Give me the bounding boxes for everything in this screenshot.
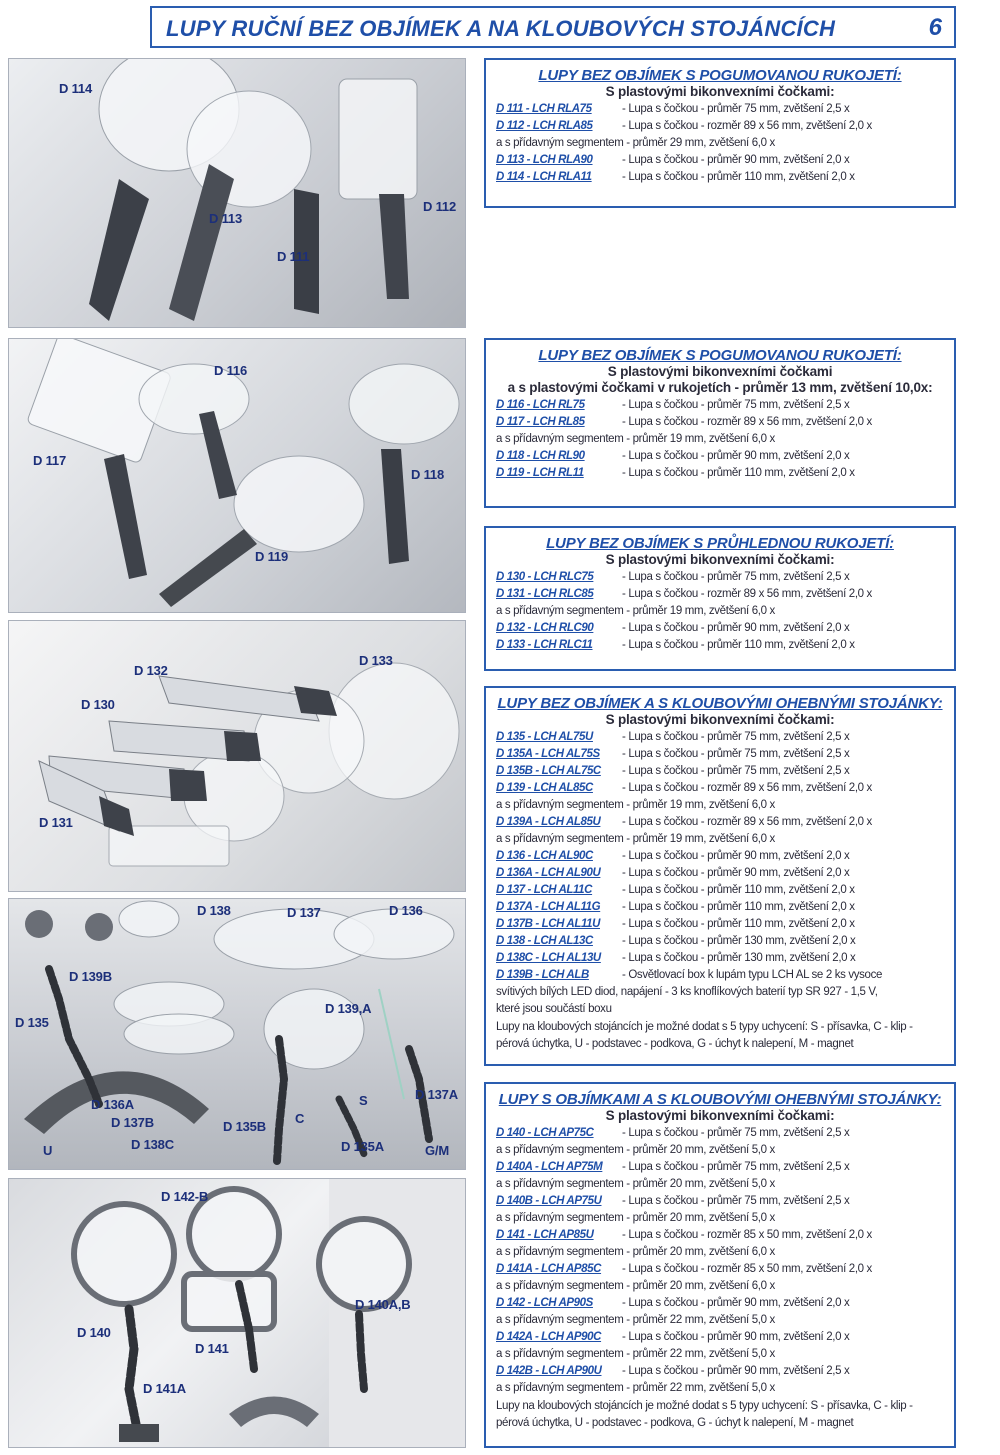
photo-label: D 118 (411, 467, 444, 482)
photo-label: D 130 (81, 697, 115, 712)
product-code: D 135A - LCH AL75S (496, 748, 600, 760)
product-row (496, 1363, 954, 1380)
product-description: - Lupa s čočkou - průměr 110 mm, zvětšení 2,0 x (622, 639, 855, 651)
product-row (496, 169, 954, 186)
product-row (496, 746, 954, 763)
product-row (496, 397, 954, 414)
product-row (496, 848, 954, 865)
product-row (496, 899, 954, 916)
product-row (496, 1261, 954, 1278)
product-description: a s přídavným segmentem - průměr 20 mm, zvětšení 6,0 x (496, 1246, 775, 1258)
product-description: a s přídavným segmentem - průměr 20 mm, zvětšení 5,0 x (496, 1178, 775, 1190)
photo-label: D 137A (415, 1087, 458, 1102)
product-description: které jsou součástí boxu (496, 1003, 612, 1015)
product-row (496, 1210, 954, 1227)
product-description: - Lupa s čočkou - průměr 75 mm, zvětšení 2,5 x (622, 1161, 850, 1173)
product-row (496, 729, 954, 746)
product-row (496, 135, 954, 152)
product-photo-3 (8, 620, 466, 892)
photo-label: D 135A (341, 1139, 384, 1154)
mounting-note: Lupy na kloubových stojáncích je možné dodat s 5 typy uchycení: S - přísavka, C - klip - pérová úchytka, U - podstavec - podkova, G - úchyt k nalepení, M - magnet (496, 1021, 913, 1050)
product-code: D 113 - LCH RLA90 (496, 154, 593, 166)
product-description: - Lupa s čočkou - rozměr 85 x 50 mm, zvětšení 2,0 x (622, 1263, 872, 1275)
product-description: - Lupa s čočkou - průměr 90 mm, zvětšení 2,0 x (622, 1297, 850, 1309)
photo-label: D 133 (359, 653, 393, 668)
product-row (496, 448, 954, 465)
product-row (496, 814, 954, 831)
product-photo-4 (8, 898, 466, 1170)
product-row (496, 967, 954, 984)
product-row (496, 1227, 954, 1244)
product-description: - Lupa s čočkou - průměr 90 mm, zvětšení 2,0 x (622, 850, 850, 862)
product-description: a s přídavným segmentem - průměr 29 mm, zvětšení 6,0 x (496, 137, 775, 149)
product-row (496, 414, 954, 431)
product-description: a s přídavným segmentem - průměr 20 mm, zvětšení 6,0 x (496, 1280, 775, 1292)
product-description: a s přídavným segmentem - průměr 22 mm, zvětšení 5,0 x (496, 1382, 775, 1394)
product-row (496, 603, 954, 620)
product-row (496, 620, 954, 637)
product-row (496, 865, 954, 882)
product-description: a s přídavným segmentem - průměr 20 mm, zvětšení 5,0 x (496, 1144, 775, 1156)
product-description: - Lupa s čočkou - průměr 75 mm, zvětšení 2,5 x (622, 1195, 850, 1207)
section-box (484, 686, 956, 1066)
product-description: a s přídavným segmentem - průměr 19 mm, zvětšení 6,0 x (496, 605, 775, 617)
product-list (496, 729, 954, 1018)
product-row (496, 152, 954, 169)
product-row (496, 831, 954, 848)
page-number: 6 (928, 14, 942, 41)
product-row (496, 1125, 954, 1142)
product-description: - Lupa s čočkou - průměr 130 mm, zvětšení 2,0 x (622, 935, 856, 947)
photo-label: S (359, 1093, 368, 1108)
page-title: LUPY RUČNÍ BEZ OBJÍMEK A NA KLOUBOVÝCH STOJÁNCÍCH (166, 16, 836, 41)
product-description: a s přídavným segmentem - průměr 19 mm, zvětšení 6,0 x (496, 833, 775, 845)
photo-label: D 119 (255, 549, 288, 564)
product-description: - Osvětlovací box k lupám typu LCH AL se 2 ks vysoce (622, 969, 883, 981)
section-subheading: S plastovými bikonvexními čočkami: (605, 84, 835, 99)
mounting-note: Lupy na kloubových stojáncích je možné dodat s 5 typy uchycení: S - přísavka, C - klip - pérová úchytka, U - podstavec - podkova, G - úchyt k nalepení, M - magnet (496, 1400, 913, 1429)
photo-label: D 140A,B (355, 1297, 411, 1312)
section-box (484, 1082, 956, 1448)
product-row (496, 984, 954, 1001)
product-row (496, 637, 954, 654)
product-description: - Lupa s čočkou - rozměr 89 x 56 mm, zvětšení 2,0 x (622, 782, 872, 794)
product-description: a s přídavným segmentem - průměr 19 mm, zvětšení 6,0 x (496, 433, 775, 445)
product-row (496, 1346, 954, 1363)
photo-label: D 116 (214, 363, 247, 378)
page-header (150, 6, 956, 48)
product-description: - Lupa s čočkou - průměr 110 mm, zvětšení 2,0 x (622, 467, 855, 479)
product-code: D 114 - LCH RLA11 (496, 171, 592, 183)
product-row (496, 1176, 954, 1193)
product-description: - Lupa s čočkou - průměr 90 mm, zvětšení 2,0 x (622, 1331, 850, 1343)
product-row (496, 1329, 954, 1346)
product-photo-5 (8, 1178, 466, 1448)
photo-label: D 141A (143, 1381, 186, 1396)
product-row (496, 933, 954, 950)
product-row (496, 586, 954, 603)
photo-label: D 137 (287, 905, 321, 920)
product-description: - Lupa s čočkou - průměr 90 mm, zvětšení 2,5 x (622, 1365, 850, 1377)
section-heading: LUPY S OBJÍMKAMI A S KLOUBOVÝMI OHEBNÝMI STOJÁNKY: (498, 1091, 942, 1108)
photo-label: D 142-B (161, 1189, 209, 1204)
product-row (496, 1193, 954, 1210)
section-subheading: S plastovými bikonvexními čočkami: (605, 1108, 835, 1123)
product-code: D 116 - LCH RL75 (496, 399, 585, 411)
product-code: D 135B - LCH AL75C (496, 765, 601, 777)
product-code: D 137A - LCH AL11G (496, 901, 601, 913)
section-box (484, 338, 956, 508)
product-description: a s přídavným segmentem - průměr 22 mm, zvětšení 5,0 x (496, 1348, 775, 1360)
product-row (496, 1295, 954, 1312)
product-code: D 137B - LCH AL11U (496, 918, 600, 930)
product-code: D 131 - LCH RLC85 (496, 588, 594, 600)
product-description: - Lupa s čočkou - průměr 90 mm, zvětšení 2,0 x (622, 867, 850, 879)
photo-label: U (43, 1143, 53, 1158)
product-photo-1 (8, 58, 466, 328)
product-description: - Lupa s čočkou - průměr 75 mm, zvětšení 2,5 x (622, 748, 850, 760)
product-photo-2 (8, 338, 466, 613)
photo-label: D 136A (91, 1097, 134, 1112)
product-code: D 141 - LCH AP85U (496, 1229, 594, 1241)
photo-label: D 138 (197, 903, 231, 918)
product-code: D 142A - LCH AP90C (496, 1331, 602, 1343)
product-description: - Lupa s čočkou - rozměr 85 x 50 mm, zvětšení 2,0 x (622, 1229, 872, 1241)
magnifier-illustration (9, 621, 466, 892)
product-row (496, 1001, 954, 1018)
product-description: - Lupa s čočkou - rozměr 89 x 56 mm, zvětšení 2,0 x (622, 120, 872, 132)
photo-label: D 137B (111, 1115, 154, 1130)
section-box (484, 58, 956, 208)
product-row (496, 763, 954, 780)
product-code: D 140B - LCH AP75U (496, 1195, 602, 1207)
product-code: D 139 - LCH AL85C (496, 782, 593, 794)
product-description: - Lupa s čočkou - průměr 90 mm, zvětšení 2,0 x (622, 154, 850, 166)
product-row (496, 465, 954, 482)
product-description: a s přídavným segmentem - průměr 22 mm, zvětšení 5,0 x (496, 1314, 775, 1326)
product-code: D 112 - LCH RLA85 (496, 120, 593, 132)
product-description: - Lupa s čočkou - průměr 75 mm, zvětšení 2,5 x (622, 765, 850, 777)
product-code: D 139B - LCH ALB (496, 969, 589, 981)
product-list (496, 569, 954, 654)
section-subheading: S plastovými bikonvexními čočkami (607, 364, 833, 379)
product-description: - Lupa s čočkou - průměr 110 mm, zvětšení 2,0 x (622, 918, 855, 930)
photo-label: D 135 (15, 1015, 49, 1030)
product-code: D 141A - LCH AP85C (496, 1263, 602, 1275)
section-subheading: S plastovými bikonvexními čočkami: (605, 712, 835, 727)
photo-label: D 131 (39, 815, 73, 830)
product-code: D 142B - LCH AP90U (496, 1365, 602, 1377)
section-heading: LUPY BEZ OBJÍMEK S POGUMOVANOU RUKOJETÍ: (538, 67, 902, 84)
photo-label: D 114 (59, 81, 92, 96)
product-code: D 142 - LCH AP90S (496, 1297, 593, 1309)
product-description: - Lupa s čočkou - rozměr 89 x 56 mm, zvětšení 2,0 x (622, 816, 872, 828)
product-row (496, 882, 954, 899)
product-list (496, 1125, 954, 1397)
product-description: - Lupa s čočkou - průměr 75 mm, zvětšení 2,5 x (622, 731, 850, 743)
product-description: - Lupa s čočkou - průměr 75 mm, zvětšení 2,5 x (622, 571, 850, 583)
product-description: - Lupa s čočkou - průměr 75 mm, zvětšení 2,5 x (622, 103, 850, 115)
product-code: D 118 - LCH RL90 (496, 450, 585, 462)
product-row (496, 101, 954, 118)
product-description: - Lupa s čočkou - průměr 110 mm, zvětšení 2,0 x (622, 884, 855, 896)
product-code: D 137 - LCH AL11C (496, 884, 593, 896)
product-description: - Lupa s čočkou - průměr 110 mm, zvětšení 2,0 x (622, 901, 855, 913)
product-row (496, 780, 954, 797)
product-code: D 138C - LCH AL13U (496, 952, 601, 964)
photo-label: D 112 (423, 199, 456, 214)
photo-label: D 138C (131, 1137, 174, 1152)
product-row (496, 797, 954, 814)
product-row (496, 1159, 954, 1176)
product-row (496, 431, 954, 448)
product-code: D 130 - LCH RLC75 (496, 571, 594, 583)
product-row (496, 1278, 954, 1295)
product-description: - Lupa s čočkou - průměr 90 mm, zvětšení 2,0 x (622, 622, 850, 634)
photo-label: D 139,A (325, 1001, 372, 1016)
photo-label: D 136 (389, 903, 423, 918)
product-code: D 111 - LCH RLA75 (496, 103, 592, 115)
product-code: D 135 - LCH AL75U (496, 731, 593, 743)
product-code: D 138 - LCH AL13C (496, 935, 593, 947)
product-row (496, 118, 954, 135)
magnifier-illustration (9, 1179, 466, 1448)
photo-label: D 113 (209, 211, 242, 226)
product-list (496, 397, 954, 482)
photo-label: D 117 (33, 453, 66, 468)
photo-label: D 111 (277, 249, 310, 264)
photo-label: C (295, 1111, 305, 1126)
product-code: D 132 - LCH RLC90 (496, 622, 594, 634)
product-description: - Lupa s čočkou - průměr 75 mm, zvětšení 2,5 x (622, 1127, 850, 1139)
section-heading: LUPY BEZ OBJÍMEK S POGUMOVANOU RUKOJETÍ: (538, 347, 902, 364)
product-description: - Lupa s čočkou - rozměr 89 x 56 mm, zvětšení 2,0 x (622, 416, 872, 428)
magnifier-illustration (9, 59, 466, 328)
photo-label: D 135B (223, 1119, 266, 1134)
section-subheading: a s plastovými čočkami v rukojetích - průměr 13 mm, zvětšení 10,0x: (507, 380, 933, 395)
product-description: a s přídavným segmentem - průměr 20 mm, zvětšení 5,0 x (496, 1212, 775, 1224)
product-code: D 133 - LCH RLC11 (496, 639, 593, 651)
product-row (496, 569, 954, 586)
section-box (484, 526, 956, 671)
product-description: - Lupa s čočkou - průměr 75 mm, zvětšení 2,5 x (622, 399, 850, 411)
photo-label: D 132 (134, 663, 168, 678)
product-code: D 140A - LCH AP75M (496, 1161, 603, 1173)
section-subheading: S plastovými bikonvexními čočkami: (605, 552, 835, 567)
product-description: a s přídavným segmentem - průměr 19 mm, zvětšení 6,0 x (496, 799, 775, 811)
product-list (496, 101, 954, 186)
photo-label: D 141 (195, 1341, 229, 1356)
product-row (496, 1142, 954, 1159)
product-row (496, 1380, 954, 1397)
product-row (496, 1244, 954, 1261)
photo-label: G/M (425, 1143, 449, 1158)
product-code: D 117 - LCH RL85 (496, 416, 585, 428)
product-code: D 136 - LCH AL90C (496, 850, 593, 862)
product-code: D 139A - LCH AL85U (496, 816, 601, 828)
product-description: - Lupa s čočkou - průměr 110 mm, zvětšení 2,0 x (622, 171, 855, 183)
product-row (496, 950, 954, 967)
photo-label: D 139B (69, 969, 112, 984)
magnifier-illustration (9, 339, 466, 613)
section-heading: LUPY BEZ OBJÍMEK A S KLOUBOVÝMI OHEBNÝMI STOJÁNKY: (497, 695, 943, 712)
product-code: D 119 - LCH RL11 (496, 467, 584, 479)
product-description: - Lupa s čočkou - průměr 90 mm, zvětšení 2,0 x (622, 450, 850, 462)
section-heading: LUPY BEZ OBJÍMEK S PRŮHLEDNOU RUKOJETÍ: (546, 535, 894, 552)
product-description: - Lupa s čočkou - průměr 130 mm, zvětšení 2,0 x (622, 952, 856, 964)
product-code: D 140 - LCH AP75C (496, 1127, 594, 1139)
product-row (496, 1312, 954, 1329)
photo-label: D 140 (77, 1325, 111, 1340)
product-code: D 136A - LCH AL90U (496, 867, 601, 879)
product-description: svítivých bílých LED diod, napájení - 3 ks knoflíkových baterií typ SR 927 - 1,5 V, (496, 986, 878, 998)
product-description: - Lupa s čočkou - rozměr 89 x 56 mm, zvětšení 2,0 x (622, 588, 872, 600)
product-row (496, 916, 954, 933)
